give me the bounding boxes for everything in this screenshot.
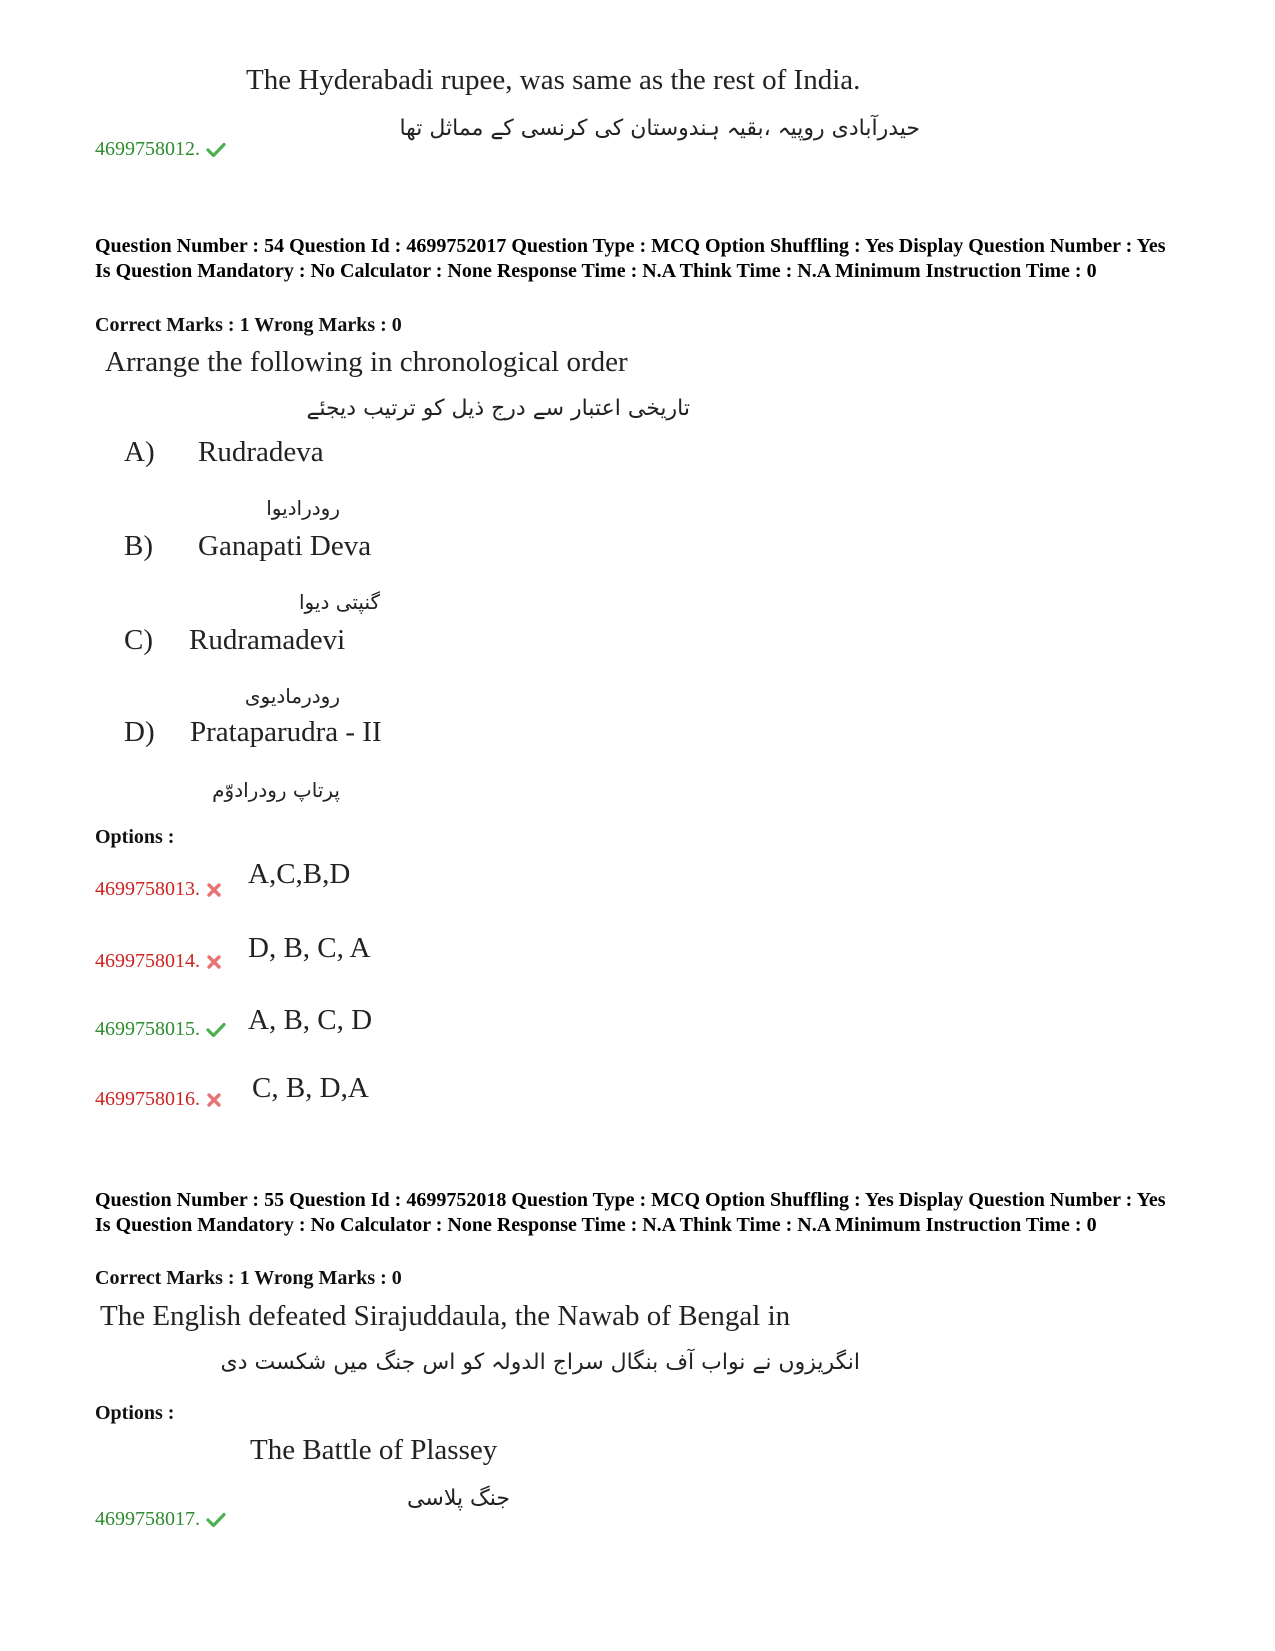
item-letter: C) — [124, 624, 153, 656]
check-icon — [206, 142, 226, 158]
option-row — [95, 1018, 226, 1041]
item-letter: A) — [124, 436, 155, 468]
option-id: 4699758017. — [95, 1508, 200, 1530]
prev-option-text-en: The Hyderabadi rupee, was same as the rest of India. — [246, 64, 861, 96]
item-text-ur: رودرمادیوی — [244, 684, 340, 708]
check-icon — [206, 1512, 226, 1528]
option-row — [95, 1508, 226, 1531]
question-marks: Correct Marks : 1 Wrong Marks : 0 — [95, 314, 402, 336]
option-id: 4699758014. — [95, 950, 200, 972]
question-meta: Question Number : 55 Question Id : 4699752018 Question Type : MCQ Option Shuffling : Yes Display Question Number : Yes Is Question Mandatory : No Calculator : None Response Time : N.A Think Time : N.A Minimum Instruction Time : 0 — [95, 1189, 1166, 1236]
question-text-en: Arrange the following in chronological order — [105, 346, 628, 378]
question-text-ur: انگریزوں نے نواب آف بنگال سراج الدولہ کو اس جنگ میں شکست دی — [220, 1350, 860, 1375]
item-text-en: Ganapati Deva — [198, 530, 372, 562]
option-id: 4699758015. — [95, 1018, 200, 1040]
item-text-ur: پرتاپ رودرادوّم — [212, 778, 340, 802]
option-id: 4699758012. — [95, 138, 200, 160]
cross-icon — [206, 882, 222, 898]
question-text-en: The English defeated Sirajuddaula, the Nawab of Bengal in — [100, 1300, 791, 1332]
item-text-ur: رودرادیوا — [266, 496, 340, 520]
option-row — [95, 1088, 222, 1111]
item-text-ur: گنپتی دیوا — [298, 590, 380, 614]
option-id: 4699758016. — [95, 1088, 200, 1110]
option-id: 4699758013. — [95, 878, 200, 900]
question-text-ur: تاریخی اعتبار سے درج ذیل کو ترتیب دیجئے — [306, 396, 690, 421]
question-marks: Correct Marks : 1 Wrong Marks : 0 — [95, 1267, 402, 1289]
option-row — [95, 950, 222, 973]
item-letter: D) — [124, 716, 155, 748]
item-text-en: Prataparudra - II — [190, 716, 382, 748]
item-letter: B) — [124, 530, 153, 562]
item-text-en: Rudramadevi — [189, 624, 346, 656]
option-text: A, B, C, D — [248, 1004, 373, 1036]
option-text-ur: جنگ پلاسی — [407, 1486, 510, 1511]
option-text: D, B, C, A — [248, 932, 371, 964]
item-text-en: Rudradeva — [198, 436, 324, 468]
options-label: Options : — [95, 826, 175, 848]
option-row — [95, 138, 226, 161]
option-text: C, B, D,A — [252, 1072, 369, 1104]
option-row — [95, 878, 222, 901]
option-text-en: The Battle of Plassey — [250, 1434, 498, 1466]
check-icon — [206, 1022, 226, 1038]
cross-icon — [206, 1092, 222, 1108]
question-meta: Question Number : 54 Question Id : 4699752017 Question Type : MCQ Option Shuffling : Yes Display Question Number : Yes Is Question Mandatory : No Calculator : None Response Time : N.A Think Time : N.A Minimum Instruction Time : 0 — [95, 235, 1166, 282]
cross-icon — [206, 954, 222, 970]
prev-option-text-ur: حیدرآبادی روپیہ ،بقیہ ہندوستان کی کرنسی کے مماثل تھا — [399, 116, 920, 141]
options-label: Options : — [95, 1402, 175, 1424]
option-text: A,C,B,D — [248, 858, 351, 890]
